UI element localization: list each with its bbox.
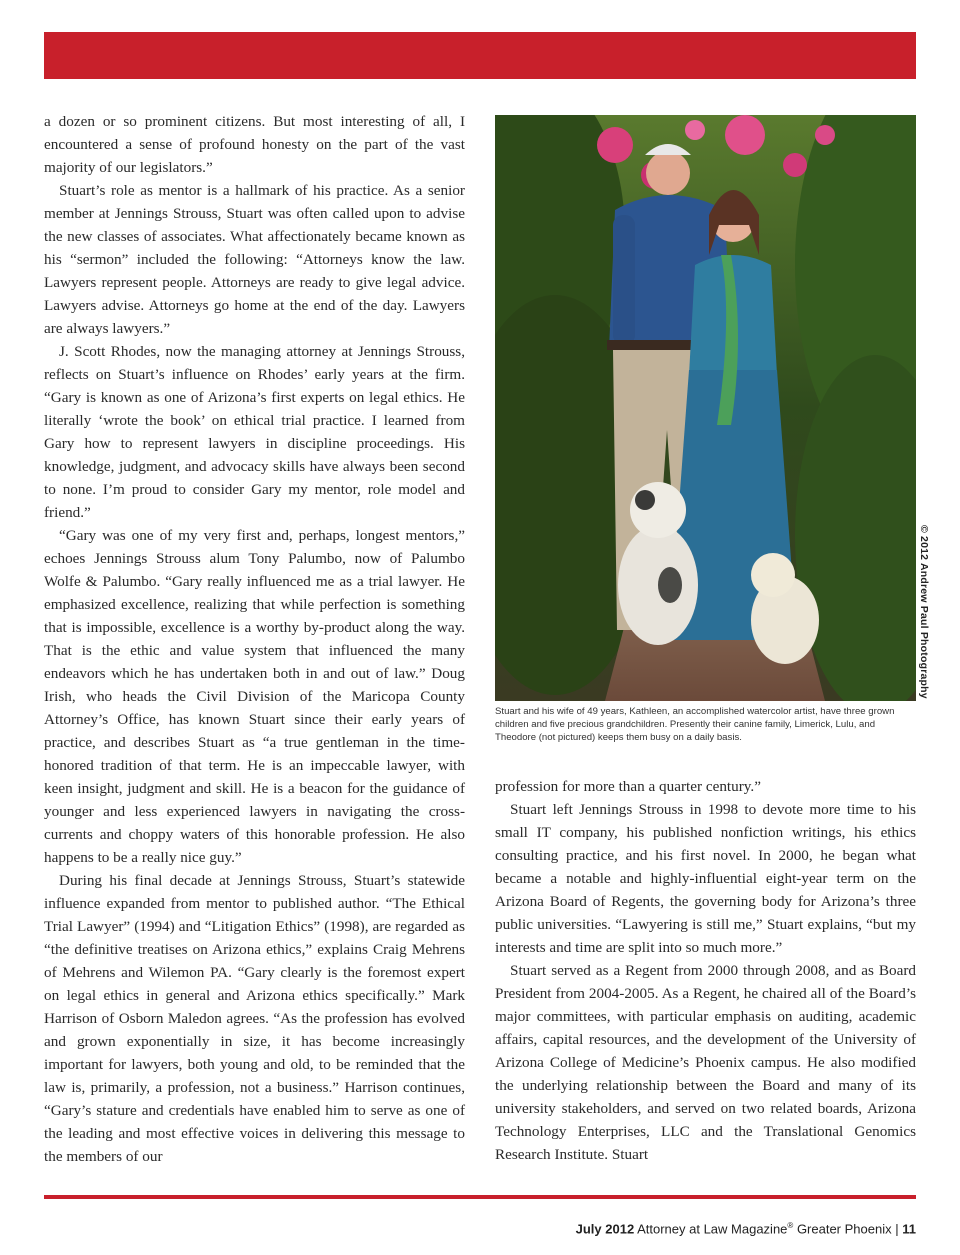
footer-issue: July 2012 xyxy=(575,1221,635,1237)
paragraph: Stuart’s role as mentor is a hallmark of his practice. As a senior member at Jennings Strouss, Stuart was often called upon to advise the new classes of associates. What affectionately became known as his “sermon” included the following: “Attorneys know the law. Lawyers represent people. Attorneys are ready to give legal advice. Lawyers advise. Attorneys go home at the end of the day. Lawyers are always lawyers.” xyxy=(44,182,465,337)
left-text-column xyxy=(44,110,465,1168)
header-band xyxy=(44,32,916,79)
paragraph: profession for more than a quarter century.” xyxy=(495,778,761,795)
footer-separator: | xyxy=(895,1221,899,1237)
footer-rule xyxy=(44,1195,916,1199)
couple-with-dogs-photo xyxy=(495,115,916,701)
registered-mark: ® xyxy=(787,1221,794,1230)
page-number: 11 xyxy=(902,1221,916,1237)
photo-credit-text: © 2012 Andrew Paul Photography xyxy=(918,525,930,699)
right-text-column xyxy=(495,775,916,1166)
paragraph: “Gary was one of my very first and, perhaps, longest mentors,” echoes Jennings Strouss alum Tony Palumbo, now of Palumbo Wolfe & Palumbo. “Gary really influenced me as a trial lawyer. He emphasized excellence, realizing that while perfection is something that is impossible, excellence is a worthy by-product along the way. That is the ethic and value system that influenced the many endeavors which he has undertaken both in and out of law.” Doug Irish, who heads the Civil Division of the Maricopa County Attorney’s Office, has known Stuart since their early years of practice, and describes Stuart as “a true gentleman in the time-honored tradition of that term. He is an impeccable lawyer, with keen insight, judgment and skill. He is a beacon for the guidance of younger and less experienced lawyers in navigating the cross-currents and choppy waters of this honorable profession. He also happens to be a really nice guy.” xyxy=(44,527,465,866)
paragraph: a dozen or so prominent citizens. But most interesting of all, I encountered a sense of profound honesty on the part of the vast majority of our legislators.” xyxy=(44,113,465,176)
photo-caption: Stuart and his wife of 49 years, Kathleen, an accomplished watercolor artist, have three grown children and five precious grandchildren. Presently their canine family, Limerick, Lulu, and Theodore (not pictured) keeps them busy on a daily basis. xyxy=(495,706,895,743)
paragraph: Stuart served as a Regent from 2000 through 2008, and as Board President from 2004-2005. As a Regent, he chaired all of the Board’s major committees, with particular emphasis on auditing, academic affairs, capital resources, and the development of the University of Arizona College of Medicine’s Phoenix campus. He also modified the underlying relationship between the Board and many of its university stakeholders, and served on two related boards, Arizona Technology Enterprises, LLC and the Translational Genomics Research Institute. Stuart xyxy=(495,962,916,1163)
page-footer xyxy=(576,1221,916,1236)
paragraph: Stuart left Jennings Strouss in 1998 to devote more time to his small IT company, his published nonfiction writings, his ethics consulting practice, and his first novel. In 2000, he began what became a notable and highly-influential eight-year term on the Arizona Board of Regents, the governing body for Arizona’s three public universities. “Lawyering is still me,” Stuart explains, “but my interests and time are split into so much more.” xyxy=(495,801,916,956)
footer-publication: Attorney at Law Magazine xyxy=(637,1221,788,1237)
paragraph: J. Scott Rhodes, now the managing attorney at Jennings Strouss, reflects on Stuart’s influence on Rhodes’ early years at the firm. “Gary is known as one of Arizona’s first experts on legal ethics. He literally ‘wrote the book’ on ethical trial practice. I learned from Gary how to represent lawyers in discipline proceedings. His knowledge, judgment, and advocacy skills have always been second to none. I’m proud to consider Gary my mentor, role model and friend.” xyxy=(44,343,465,521)
footer-region: Greater Phoenix xyxy=(796,1221,892,1237)
paragraph: During his final decade at Jennings Strouss, Stuart’s statewide influence expanded from mentor to published author. “The Ethical Trial Lawyer” (1994) and “Litigation Ethics” (1998), are regarded as “the definitive treatises on Arizona ethics,” explains Craig Mehrens of Mehrens and Wilemon PA. “Gary clearly is the foremost expert on legal ethics in general and Arizona ethics specifically.” Mark Harrison of Osborn Maledon agrees. “As the profession has evolved and grown exponentially in size, it has become increasingly important for lawyers, both young and old, to be reminded that the law is, primarily, a profession, not a business.” Harrison continues, “Gary’s stature and credentials have enabled him to serve as one of the leading and most effective voices in delivering this message to the members of our xyxy=(44,872,465,1165)
